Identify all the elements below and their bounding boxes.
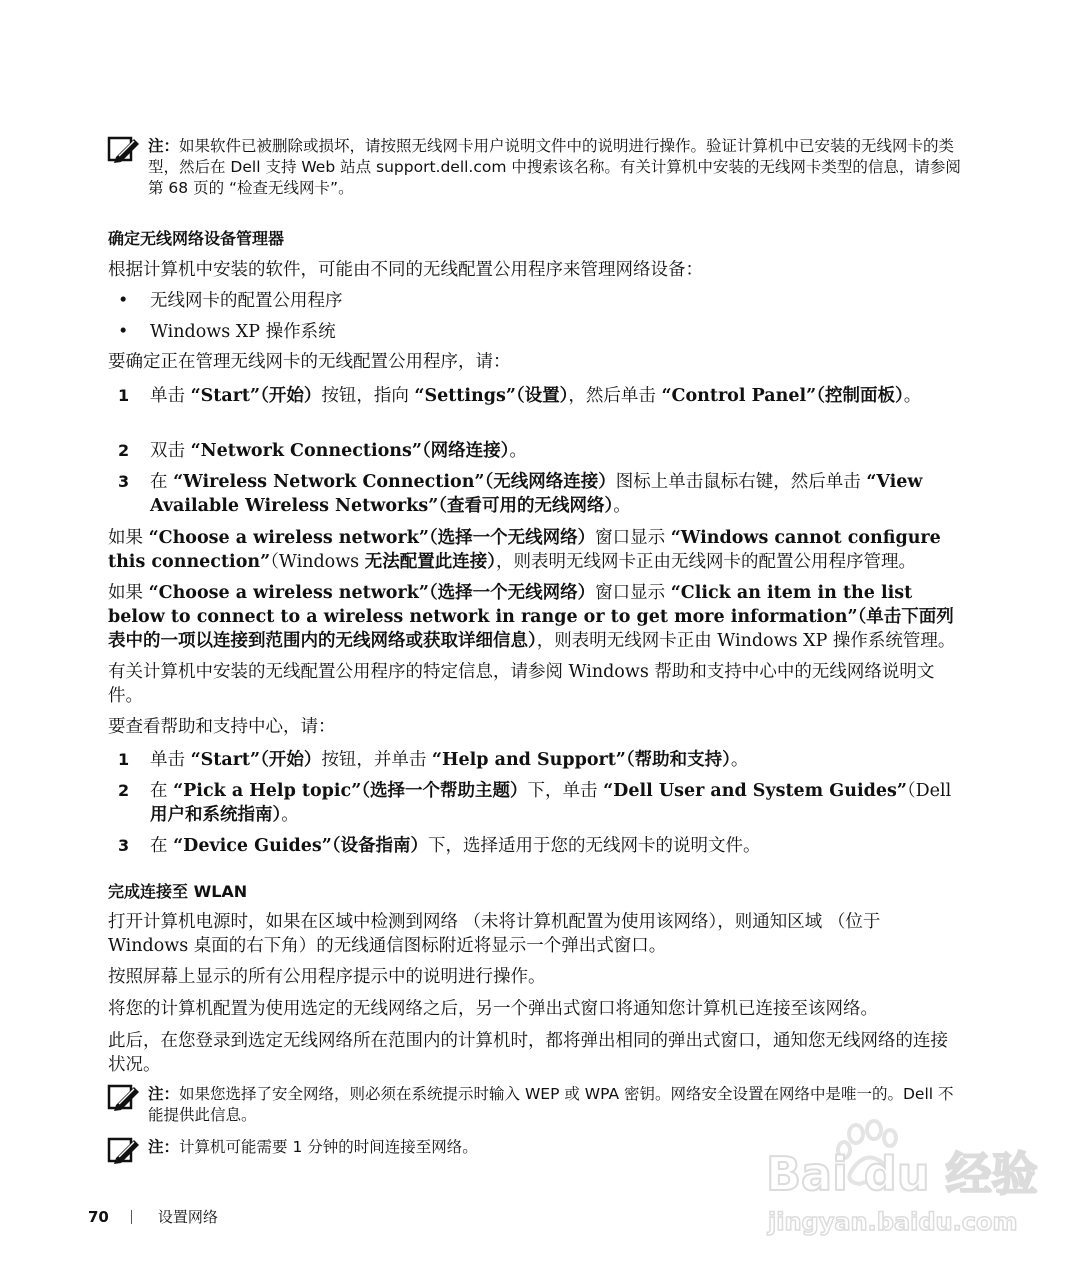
step-number: 1 bbox=[118, 750, 130, 769]
step-number: 2 bbox=[118, 441, 130, 460]
help-step-3 bbox=[118, 834, 958, 858]
step-text: 在 “Wireless Network Connection”（无线网络连接）图标上单击鼠标右键，然后单击 “View Available Wireless Networks”（查看可用的无线网络）。 bbox=[150, 472, 923, 516]
baidu-watermark bbox=[760, 1118, 1038, 1248]
page-number: 70 bbox=[88, 1208, 109, 1226]
paragraph-help-info: 有关计算机中安装的无线配置公用程序的特定信息，请参阅 Windows 帮助和支持中心中的无线网络说明文件。 bbox=[108, 662, 935, 706]
step-text: 单击 “Start”（开始）按钮，并单击 “Help and Support”（帮助和支持）。 bbox=[150, 750, 749, 770]
note-label: 注： bbox=[148, 1085, 180, 1103]
help-step-1 bbox=[118, 748, 958, 772]
lead-paragraph-help: 要查看帮助和支持中心，请： bbox=[108, 717, 336, 737]
watermark-brand: Bai du 经验 bbox=[766, 1147, 1038, 1201]
step-text: 单击 “Start”（开始）按钮，指向 “Settings”（设置），然后单击 “Control Panel”（控制面板）。 bbox=[150, 386, 922, 406]
note-pencil-icon bbox=[108, 137, 140, 163]
section-heading-wireless-manager: 确定无线网络设备管理器 bbox=[108, 229, 285, 248]
help-step-2 bbox=[118, 779, 958, 827]
paragraph-connected: 将您的计算机配置为使用选定的无线网络之后，另一个弹出式窗口将通知您计算机已连接至该网络。 bbox=[108, 999, 878, 1019]
step-number: 3 bbox=[118, 472, 130, 491]
paragraph-popup: 打开计算机电源时，如果在区域中检测到网络 （未将计算机配置为使用该网络），则通知区域 （位于 Windows 桌面的右下角）的无线通信图标附近将显示一个弹出式窗口。 bbox=[108, 912, 881, 956]
note-body: 如果您选择了安全网络，则必须在系统提示时输入 WEP 或 WPA 密钥。网络安全设置在网络中是唯一的。Dell 不能提供此信息。 bbox=[148, 1085, 954, 1124]
list-item bbox=[118, 320, 958, 344]
footer-divider bbox=[131, 1210, 132, 1224]
step-3 bbox=[118, 470, 958, 518]
list-item-text: Windows XP 操作系统 bbox=[150, 322, 336, 342]
page-footer bbox=[88, 1206, 218, 1228]
bullet-icon: • bbox=[118, 322, 129, 342]
step-number: 3 bbox=[118, 836, 130, 855]
step-number: 2 bbox=[118, 781, 130, 800]
list-item-text: 无线网卡的配置公用程序 bbox=[150, 291, 343, 311]
paragraph-config-utility: 如果 “Choose a wireless network”（选择一个无线网络）窗口显示 “Windows cannot configure this connection”（Windows 无法配置此连接），则表明无线网卡正由无线网卡的配置公用程序管理。 bbox=[108, 528, 941, 572]
section-heading-wlan: 完成连接至 WLAN bbox=[108, 882, 248, 901]
note-1 bbox=[108, 136, 968, 199]
step-1 bbox=[118, 384, 958, 408]
step-text: 双击 “Network Connections”（网络连接）。 bbox=[150, 441, 527, 461]
list-item bbox=[118, 289, 958, 313]
watermark-url: jingyan.baidu.com bbox=[768, 1208, 1018, 1236]
step-text: 在 “Pick a Help topic”（选择一个帮助主题）下，单击 “Dell User and System Guides”（Dell 用户和系统指南）。 bbox=[150, 781, 952, 825]
step-2 bbox=[118, 439, 958, 463]
paragraph-follow-prompts: 按照屏幕上显示的所有公用程序提示中的说明进行操作。 bbox=[108, 967, 546, 987]
bullet-icon: • bbox=[118, 291, 129, 311]
step-text: 在 “Device Guides”（设备指南）下，选择适用于您的无线网卡的说明文件。 bbox=[150, 836, 761, 856]
note-label: 注： bbox=[148, 137, 180, 155]
paragraph-windows-xp: 如果 “Choose a wireless network”（选择一个无线网络）窗口显示 “Click an item in the list below to connect to a wireless network in range or to get more information”（单击下面列表中的一项以连接到范围内的无线网络或获取详细信息），则表明无线网卡正由 Windows XP 操作系统管理。 bbox=[108, 583, 956, 651]
note-label: 注： bbox=[148, 1138, 180, 1156]
intro-paragraph: 根据计算机中安装的软件，可能由不同的无线配置公用程序来管理网络设备： bbox=[108, 260, 703, 280]
note-3-text bbox=[148, 1137, 478, 1164]
note-pencil-icon bbox=[108, 1138, 140, 1164]
note-pencil-icon bbox=[108, 1085, 140, 1111]
paragraph-status: 此后，在您登录到选定无线网络所在范围内的计算机时，都将弹出相同的弹出式窗口，通知您无线网络的连接状况。 bbox=[108, 1031, 948, 1075]
note-1-text bbox=[148, 136, 968, 199]
note-body: 计算机可能需要 1 分钟的时间连接至网络。 bbox=[179, 1138, 478, 1156]
footer-section-title: 设置网络 bbox=[157, 1208, 218, 1226]
note-body: 如果软件已被删除或损坏，请按照无线网卡用户说明文件中的说明进行操作。验证计算机中已安装的无线网卡的类型，然后在 Dell 支持 Web 站点 support.dell.com 中搜索该名称。有关计算机中安装的无线网卡类型的信息，请参阅第 68 页的 “检查无线网卡”。 bbox=[148, 137, 961, 197]
lead-paragraph: 要确定正在管理无线网卡的无线配置公用程序，请： bbox=[108, 352, 511, 372]
step-number: 1 bbox=[118, 386, 130, 405]
